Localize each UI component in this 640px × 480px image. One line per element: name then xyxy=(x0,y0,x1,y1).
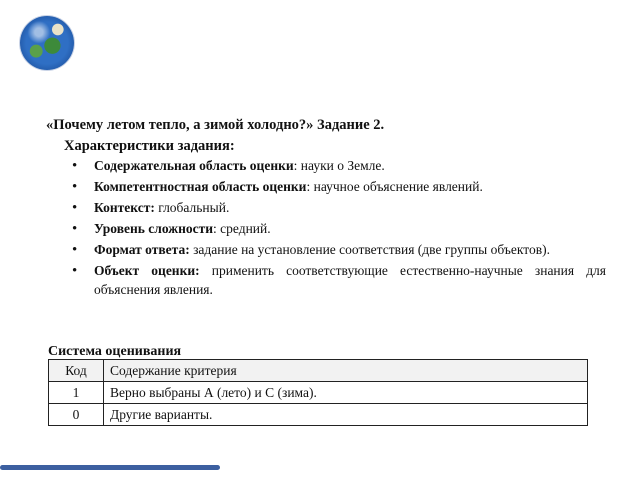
characteristic-term: Объект оценки: xyxy=(94,263,200,278)
list-item xyxy=(72,241,606,260)
cell-criterion: Верно выбраны А (лето) и С (зима). xyxy=(104,382,588,404)
characteristic-value: средний. xyxy=(220,221,271,236)
characteristic-term: Формат ответа: xyxy=(94,242,190,257)
characteristic-value: глобальный. xyxy=(158,200,230,215)
header-code: Код xyxy=(49,360,104,382)
table-row xyxy=(49,404,588,426)
table-header-row xyxy=(49,360,588,382)
characteristic-term: Уровень сложности xyxy=(94,221,213,236)
task-description xyxy=(46,116,606,302)
list-item xyxy=(72,262,606,299)
list-item: • Содержательная область оценки: науки о Земле. xyxy=(72,157,606,176)
list-item: • Уровень сложности: средний. xyxy=(72,220,606,239)
characteristics-list xyxy=(46,157,606,299)
scoring-title: Система оценивания xyxy=(48,344,182,359)
header-criterion: Содержание критерия xyxy=(104,360,588,382)
globe-icon xyxy=(20,16,74,70)
characteristic-term: Компетентностная область оценки xyxy=(94,179,307,194)
list-item: • Компетентностная область оценки: научное объяснение явлений. xyxy=(72,178,606,197)
accent-bar xyxy=(0,465,220,470)
scoring-table xyxy=(48,359,588,426)
cell-code: 1 xyxy=(49,382,104,404)
characteristic-term: Контекст: xyxy=(94,200,155,215)
list-item xyxy=(72,199,606,218)
cell-criterion: Другие варианты. xyxy=(104,404,588,426)
characteristic-value: научное объяснение явлений. xyxy=(313,179,483,194)
characteristic-term: Содержательная область оценки xyxy=(94,158,294,173)
task-title: «Почему летом тепло, а зимой холодно?» Задание 2. xyxy=(46,117,385,133)
characteristics-heading: Характеристики задания: xyxy=(64,138,235,154)
characteristic-value: задание на установление соответствия (две группы объектов). xyxy=(193,242,550,257)
characteristic-value: применить соответствующие естественно-научные знания для объяснения явления. xyxy=(94,263,607,297)
table-row xyxy=(49,382,588,404)
cell-code: 0 xyxy=(49,404,104,426)
characteristic-value: науки о Земле. xyxy=(300,158,385,173)
